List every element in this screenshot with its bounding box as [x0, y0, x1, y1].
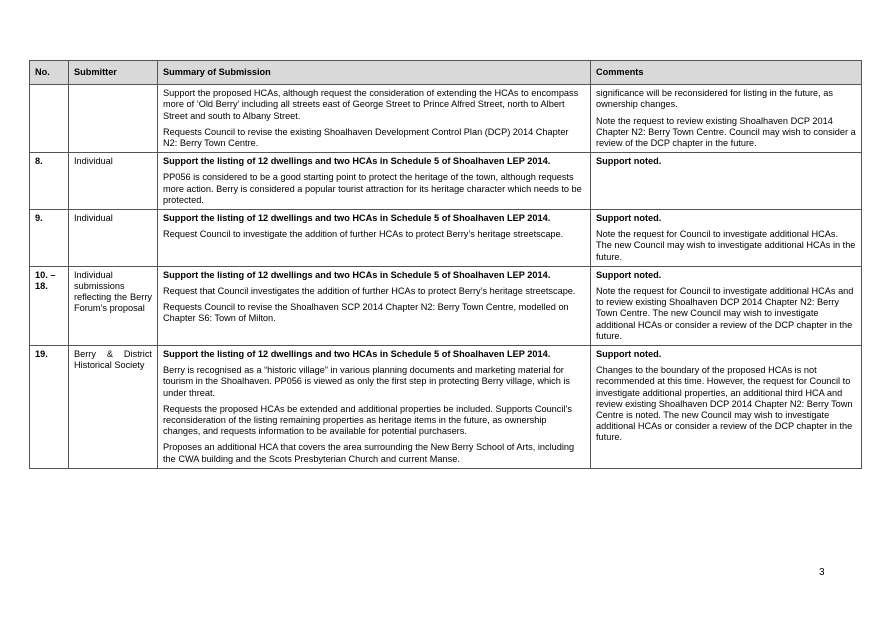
summary-paragraph: Request that Council investigates the addition of further HCAs to protect Berry’s heritage streetscape. — [163, 286, 576, 297]
submitter-cell: Individual — [69, 210, 158, 267]
summary-cell — [158, 153, 591, 210]
summary-cell — [158, 266, 591, 345]
table-row — [30, 210, 862, 267]
comments-paragraph: Note the request to review existing Shoalhaven DCP 2014 Chapter N2: Berry Town Centre. Council may wish to consider a review of the DCP chapter in the future. — [596, 115, 856, 149]
submitter-cell: Berry & District Historical Society — [69, 346, 158, 469]
submitter-cell — [69, 85, 158, 153]
comments-paragraph: Note the request for Council to investigate additional HCAs. The new Council may wish to investigate additional HCAs in the future. — [596, 229, 856, 262]
summary-paragraph: PP056 is considered to be a good starting point to protect the heritage of the town, although requests more action. Berry is considered a popular tourist attraction for its heritage character which needs to be protected. — [163, 172, 582, 205]
submitter-cell: Individual submissions reflecting the Berry Forum’s proposal — [69, 266, 158, 345]
comments-cell — [591, 210, 862, 267]
submitter-cell: Individual — [69, 153, 158, 210]
submissions-table — [29, 60, 862, 469]
summary-paragraph: Support the listing of 12 dwellings and two HCAs in Schedule 5 of Shoalhaven LEP 2014. — [163, 213, 551, 224]
page-number: 3 — [819, 567, 825, 578]
comments-paragraph: Support noted. — [596, 213, 662, 224]
header-submitter: Submitter — [69, 61, 158, 85]
comments-paragraph: significance will be reconsidered for listing in the future, as ownership changes. — [596, 88, 833, 110]
summary-paragraph: Requests the proposed HCAs be extended and additional properties be included. Supports Council’s reconsideration of the listing remaining properties as heritage items in the future, as ownership changes, and requests information to be available for potential purchasers. — [163, 403, 572, 437]
row-number: 9. — [30, 210, 69, 267]
summary-paragraph: Requests Council to revise the Shoalhaven SCP 2014 Chapter N2: Berry Town Centre, modelled on Chapter S6: Town of Milton. — [163, 302, 569, 324]
summary-cell — [158, 85, 591, 153]
table-row — [30, 153, 862, 210]
table-row — [30, 85, 862, 153]
table-row — [30, 346, 862, 469]
comments-cell — [591, 346, 862, 469]
header-no: No. — [30, 61, 69, 85]
comments-paragraph: Support noted. — [596, 269, 662, 280]
row-number: 19. — [30, 346, 69, 469]
comments-paragraph: Support noted. — [596, 156, 662, 167]
comments-cell — [591, 153, 862, 210]
summary-paragraph: Support the listing of 12 dwellings and two HCAs in Schedule 5 of Shoalhaven LEP 2014. — [163, 269, 551, 280]
summary-paragraph: Support the listing of 12 dwellings and two HCAs in Schedule 5 of Shoalhaven LEP 2014. — [163, 349, 551, 360]
summary-paragraph: Requests Council to revise the existing Shoalhaven Development Control Plan (DCP) 2014 Chapter N2: Berry Town Centre. — [163, 126, 569, 149]
summary-cell — [158, 346, 591, 469]
summary-paragraph: Request Council to investigate the addition of further HCAs to protect Berry’s heritage streetscape. — [163, 229, 564, 240]
comments-cell — [591, 85, 862, 153]
table-header-row — [30, 61, 862, 85]
comments-paragraph: Support noted. — [596, 349, 662, 360]
header-comments: Comments — [591, 61, 862, 85]
row-number — [30, 85, 69, 153]
comments-paragraph: Changes to the boundary of the proposed HCAs is not recommended at this time. However, the request for Council to investigate additional properties, an additional third HCA and review existing Shoalhaven DCP 2014 Chapter N2: Berry Town Centre is noted. The new Council may wish to investigate additional HCAs or consider a review of the DCP chapter in the future. — [596, 365, 853, 443]
comments-paragraph: Note the request for Council to investigate additional HCAs and to review existing Shoalhaven DCP 2014 Chapter N2: Berry Town Centre. The new Council may wish to investigate additional HCAs or consider a review of the DCP chapter in the future. — [596, 286, 854, 341]
header-summary: Summary of Submission — [158, 61, 591, 85]
summary-paragraph: Support the listing of 12 dwellings and two HCAs in Schedule 5 of Shoalhaven LEP 2014. — [163, 156, 551, 167]
summary-paragraph: Berry is recognised as a “historic village” in various planning documents and marketing material for tourism in the Shoalhaven. PP056 is viewed as only the first step in protecting Berry village, which is under threat. — [163, 365, 571, 398]
table-row — [30, 266, 862, 345]
row-number: 8. — [30, 153, 69, 210]
summary-cell — [158, 210, 591, 267]
comments-cell — [591, 266, 862, 345]
row-number: 10. – 18. — [30, 266, 69, 345]
summary-paragraph: Support the proposed HCAs, although request the consideration of extending the HCAs to encompass more of ‘Old Berry’ including all streets east of George Street to Prince Alfred Street, north to Albert Street and south to Albany Street. — [163, 88, 579, 121]
summary-paragraph: Proposes an additional HCA that covers the area surrounding the New Berry School of Arts, including the CWA building and the Scots Presbyterian Church and current Manse. — [163, 442, 575, 464]
